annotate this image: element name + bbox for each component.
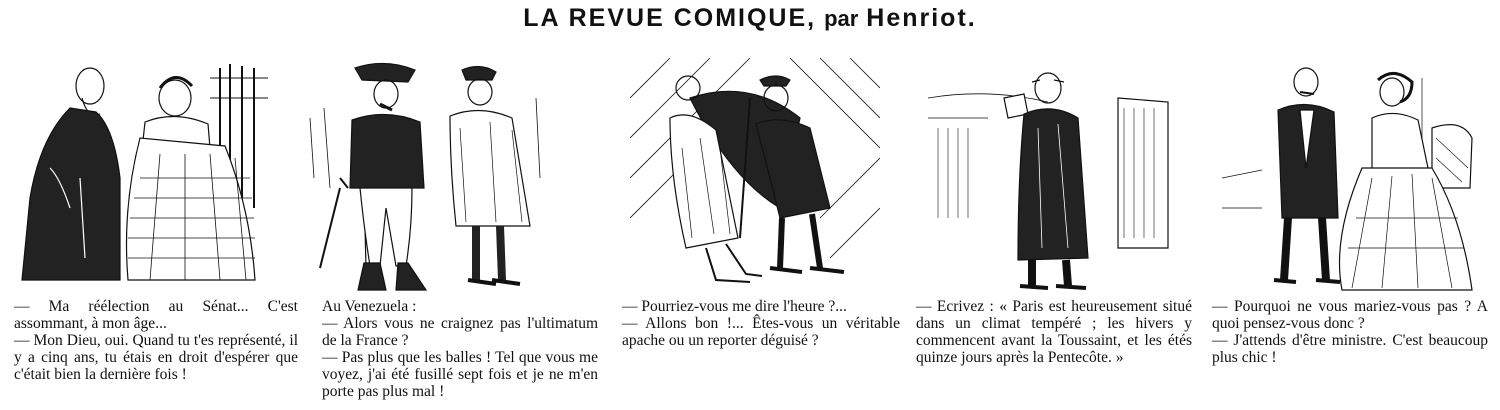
caption-panel-5 bbox=[1212, 298, 1488, 366]
title-by: par bbox=[824, 6, 859, 31]
caption-panel-3 bbox=[622, 298, 900, 349]
caption-line: — Allons bon !... Êtes-vous un véritable apache ou un reporter déguisé ? bbox=[622, 315, 900, 349]
caption-line: — Pourriez-vous me dire l'heure ?... bbox=[622, 298, 847, 315]
caption-line: — Ma réélection au Sénat... C'est assommant, à mon âge... bbox=[14, 298, 298, 332]
caption-line: — Mon Dieu, oui. Quand tu t'es représenté, il y a cinq ans, tu étais en droit d'espérer que c'était bien la dernière fois ! bbox=[14, 332, 298, 383]
caption-line: — Pourquoi ne vous mariez-vous pas ? A quoi pensez-vous donc ? bbox=[1212, 298, 1488, 332]
title-main: LA REVUE COMIQUE, bbox=[523, 4, 817, 32]
caption-line: — J'attends d'être ministre. C'est beaucoup plus chic ! bbox=[1212, 332, 1488, 366]
caption-line: Au Venezuela : bbox=[322, 298, 417, 315]
cartoon-panel-3 bbox=[630, 58, 880, 294]
caption-line: — Pas plus que les balles ! Tel que vous me voyez, j'ai été fusillé sept fois et je ne m'en porte pas plus mal ! bbox=[322, 349, 598, 400]
page-title bbox=[0, 4, 1500, 33]
caption-panel-1 bbox=[14, 298, 298, 383]
title-author: Henriot. bbox=[866, 4, 977, 32]
caption-panel-4 bbox=[916, 298, 1192, 366]
cartoon-illustration-venezuela bbox=[300, 58, 550, 294]
caption-line: — Ecrivez : « Paris est heureusement situé dans un climat tempéré ; les hivers y commencent avant la Toussaint, et les étés quinze jours après la Pentecôte. » bbox=[916, 298, 1192, 366]
cartoon-illustration-dictation bbox=[928, 58, 1178, 294]
cartoon-illustration-senator bbox=[10, 58, 272, 290]
caption-line: — Alors vous ne craignez pas l'ultimatum de la France ? bbox=[322, 315, 598, 349]
caption-panel-2 bbox=[322, 298, 598, 400]
cartoon-panel-2 bbox=[300, 58, 550, 294]
cartoon-panel-1 bbox=[10, 58, 272, 290]
cartoon-illustration-apache bbox=[630, 58, 880, 294]
cartoon-panel-4 bbox=[928, 58, 1178, 294]
cartoon-illustration-marriage bbox=[1222, 58, 1482, 294]
cartoon-panel-5 bbox=[1222, 58, 1482, 294]
